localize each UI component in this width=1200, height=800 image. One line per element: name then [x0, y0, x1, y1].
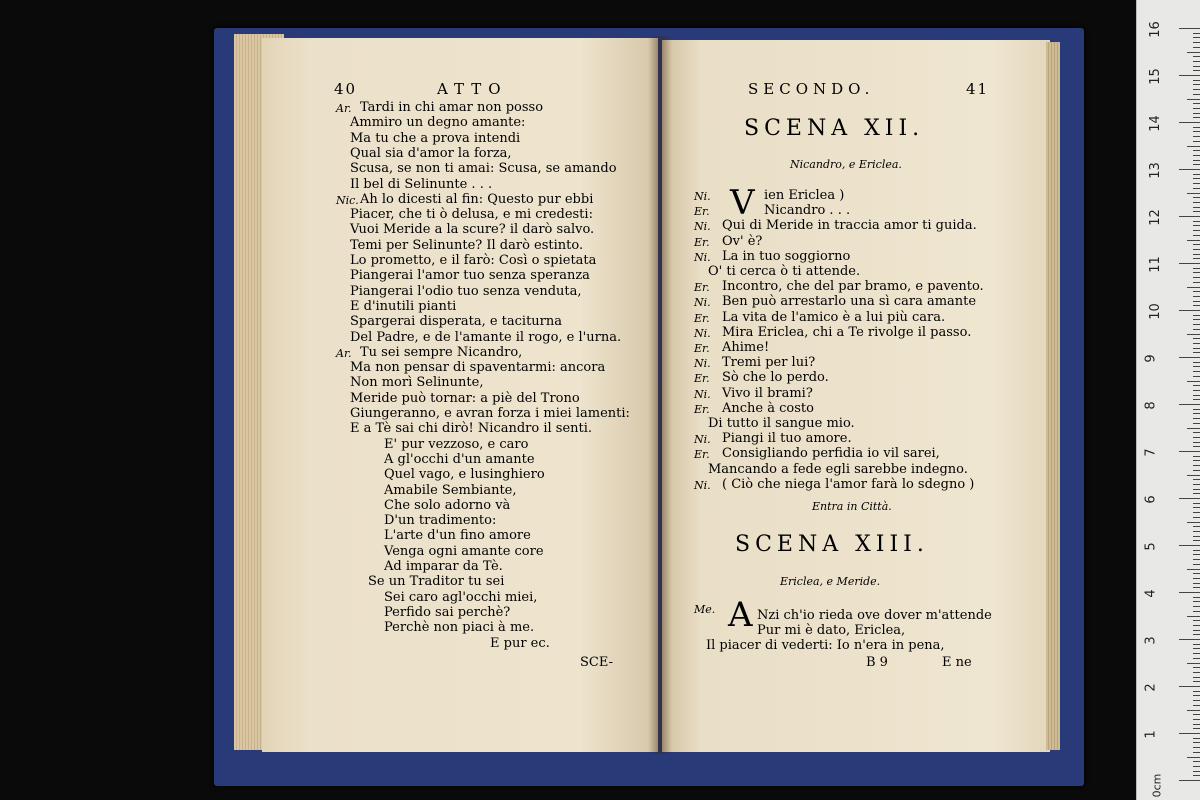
- ruler-tick: [1193, 305, 1200, 306]
- ruler-tick: [1193, 188, 1200, 189]
- ruler-tick: [1193, 526, 1200, 527]
- ruler-tick: [1179, 498, 1200, 499]
- scene-13-speaker: Me.: [694, 603, 716, 616]
- verse-line: L'arte d'un fino amore: [384, 528, 531, 544]
- ruler-unit: 0cm: [1150, 773, 1164, 798]
- ruler-tick: [1193, 507, 1200, 508]
- ruler-tick: [1193, 554, 1200, 555]
- ruler-tick: [1179, 122, 1200, 123]
- ruler-tick: [1193, 611, 1200, 612]
- verse-line: Giungeranno, e avran forza i miei lamenti:: [350, 406, 630, 421]
- ruler-tick: [1193, 70, 1200, 71]
- ruler-tick: [1193, 653, 1200, 654]
- drop-cap-v: V: [730, 183, 755, 223]
- ruler-number: 15: [1147, 68, 1163, 85]
- ruler-tick: [1193, 432, 1200, 433]
- dialogue-line: Sò che lo perdo.: [722, 370, 829, 386]
- ruler-number: 7: [1143, 448, 1159, 457]
- ruler-tick: [1187, 428, 1200, 429]
- ruler-tick: [1187, 616, 1200, 617]
- ruler-number: 3: [1143, 636, 1159, 645]
- scene-13-line-3: Il piacer di vederti: Io n'era in pena,: [706, 638, 945, 653]
- ruler-tick: [1179, 28, 1200, 29]
- ruler-tick: [1179, 263, 1200, 264]
- speaker-label: Nic.: [336, 193, 359, 207]
- ruler-tick: [1193, 282, 1200, 283]
- ruler-tick: [1193, 644, 1200, 645]
- ruler-tick: [1193, 559, 1200, 560]
- ruler-tick: [1193, 47, 1200, 48]
- verse-line: Ah lo dicesti al fin: Questo pur ebbi: [360, 191, 594, 207]
- ruler-tick: [1193, 766, 1200, 767]
- ruler-tick: [1193, 606, 1200, 607]
- dialogue-line: Mancando a fede egli sarebbe indegno.: [708, 461, 968, 477]
- stage-direction: Entra in Città.: [812, 500, 892, 513]
- speaker-label: Ni.: [694, 296, 711, 310]
- verse-line: Piangerai l'amor tuo senza speranza: [350, 268, 590, 284]
- ruler-tick: [1193, 564, 1200, 565]
- speaker-label: Ar.: [336, 102, 352, 115]
- ruler-tick: [1193, 178, 1200, 179]
- ruler-tick: [1193, 409, 1200, 410]
- ruler-tick: [1193, 366, 1200, 367]
- ruler-tick: [1193, 775, 1200, 776]
- ruler-tick: [1193, 597, 1200, 598]
- ruler-tick: [1193, 583, 1200, 584]
- verse-line: Amabile Sembiante,: [384, 482, 517, 498]
- ruler-tick: [1193, 37, 1200, 38]
- ruler-tick: [1187, 522, 1200, 523]
- ruler-tick: [1193, 517, 1200, 518]
- ruler-tick: [1193, 249, 1200, 250]
- verse-line: Piangerai l'odio tuo senza venduta,: [350, 283, 582, 299]
- dialogue-line: Ov' è?: [722, 233, 763, 249]
- speaker-label: Ni.: [694, 357, 711, 371]
- running-head-left: ATTO: [437, 80, 508, 98]
- ruler-tick: [1193, 80, 1200, 81]
- ruler-tick: [1193, 235, 1200, 236]
- ruler-tick: [1193, 376, 1200, 377]
- ruler-tick: [1187, 240, 1200, 241]
- ruler-tick: [1193, 244, 1200, 245]
- speaker-label: Ni.: [694, 250, 711, 264]
- signature-mark: B 9: [866, 655, 888, 670]
- ruler-tick: [1193, 211, 1200, 212]
- speaker-label: Ni.: [694, 433, 711, 447]
- ruler-tick: [1193, 221, 1200, 222]
- verse-line: Piacer, che ti ò delusa, e mi credesti:: [350, 207, 593, 223]
- ruler-tick: [1193, 277, 1200, 278]
- scene-12-title: SCENA XII.: [744, 116, 925, 141]
- scene-12-persons: Nicandro, e Ericlea.: [790, 158, 902, 171]
- ruler-tick: [1193, 352, 1200, 353]
- ruler-number: 14: [1147, 115, 1163, 132]
- verse-line: E d'inutili pianti: [350, 298, 457, 314]
- dialogue-line: O' ti cerca ò ti attende.: [708, 264, 861, 279]
- verse-line: Vuoi Meride a la scure? il darò salvo.: [350, 222, 595, 238]
- ruler-tick: [1187, 99, 1200, 100]
- drop-cap-a: A: [728, 595, 753, 635]
- ruler-tick: [1193, 437, 1200, 438]
- ruler-tick: [1193, 66, 1200, 67]
- ruler-tick: [1193, 667, 1200, 668]
- speaker-label: Ar.: [336, 346, 352, 360]
- verse-line: Lo prometto, e il farò: Così o spietata: [350, 253, 597, 268]
- ruler-tick: [1193, 484, 1200, 485]
- ruler-tick: [1193, 254, 1200, 255]
- ruler-tick: [1193, 230, 1200, 231]
- ruler-tick: [1193, 456, 1200, 457]
- verse-line: Tu sei sempre Nicandro,: [360, 344, 523, 360]
- running-head-right: SECONDO.: [748, 80, 875, 98]
- ruler-tick: [1193, 385, 1200, 386]
- speaker-label: Er.: [694, 402, 710, 416]
- ruler-tick: [1193, 752, 1200, 753]
- speaker-label: Ni.: [694, 387, 711, 401]
- ruler-tick: [1193, 634, 1200, 635]
- ruler-tick: [1193, 108, 1200, 109]
- verse-line: Tardi in chi amar non posso: [360, 100, 544, 115]
- ruler-tick: [1193, 113, 1200, 114]
- verse-line: A gl'occhi d'un amante: [384, 451, 535, 467]
- ruler-tick: [1193, 493, 1200, 494]
- ruler-tick: [1193, 742, 1200, 743]
- catchword-right: E ne: [942, 655, 972, 670]
- ruler-tick: [1193, 446, 1200, 447]
- dialogue-line: Anche à costo: [722, 400, 814, 416]
- ruler-tick: [1179, 639, 1200, 640]
- verse-line: Meride può tornar: a piè del Trono: [350, 390, 580, 406]
- ruler-tick: [1193, 695, 1200, 696]
- ruler-tick: [1193, 601, 1200, 602]
- ruler-number: 13: [1147, 162, 1163, 179]
- ruler-tick: [1193, 127, 1200, 128]
- verse-line: Se un Traditor tu sei: [368, 574, 505, 590]
- speaker-label: Er.: [694, 342, 710, 355]
- ruler-tick: [1193, 202, 1200, 203]
- dialogue-line: Incontro, che del par bramo, e pavento.: [722, 279, 984, 295]
- scene-13-persons: Ericlea, e Meride.: [780, 575, 881, 588]
- ruler-tick: [1193, 658, 1200, 659]
- ruler-number: 8: [1143, 401, 1159, 410]
- verse-line: E' pur vezzoso, e caro: [384, 436, 529, 452]
- speaker-label: Ni.: [694, 190, 711, 203]
- ruler-number: 12: [1147, 209, 1163, 226]
- ruler-tick: [1193, 103, 1200, 104]
- ruler-tick: [1193, 399, 1200, 400]
- ruler-tick: [1193, 578, 1200, 579]
- ruler-tick: [1193, 738, 1200, 739]
- ruler-tick: [1187, 381, 1200, 382]
- verse-line: Spargerai disperata, e taciturna: [350, 314, 563, 330]
- dialogue-line: ien Ericlea ): [764, 188, 845, 203]
- ruler-tick: [1193, 503, 1200, 504]
- ruler-tick: [1193, 42, 1200, 43]
- verse-line: Sei caro agl'occhi miei,: [384, 589, 538, 605]
- ruler-number: 4: [1143, 589, 1159, 598]
- ruler-tick: [1187, 475, 1200, 476]
- ruler-tick: [1193, 296, 1200, 297]
- speaker-label: Ni.: [694, 220, 711, 234]
- ruler-tick: [1193, 197, 1200, 198]
- ruler-tick: [1193, 470, 1200, 471]
- ruler-tick: [1193, 489, 1200, 490]
- ruler-tick: [1193, 301, 1200, 302]
- verse-line: Scusa, se non ti amai: Scusa, se amando: [350, 161, 617, 177]
- ruler-tick: [1179, 310, 1200, 311]
- ruler-tick: [1193, 160, 1200, 161]
- ruler-tick: [1193, 390, 1200, 391]
- ruler-tick: [1193, 84, 1200, 85]
- ruler-tick: [1193, 33, 1200, 34]
- ruler-tick: [1193, 117, 1200, 118]
- ruler-number: 1: [1143, 730, 1159, 739]
- ruler-tick: [1187, 334, 1200, 335]
- scene-13-line-2: Pur mi è dato, Ericlea,: [757, 623, 906, 638]
- ruler-tick: [1187, 663, 1200, 664]
- ruler-tick: [1193, 724, 1200, 725]
- ruler-tick: [1193, 550, 1200, 551]
- dialogue-line: ( Ciò che niega l'amor farà lo sdegno ): [722, 476, 975, 492]
- ruler-tick: [1193, 625, 1200, 626]
- dialogue-line: Tremi per lui?: [722, 355, 816, 371]
- speaker-label: Er.: [694, 311, 710, 325]
- ruler-tick: [1193, 714, 1200, 715]
- ruler-tick: [1193, 540, 1200, 541]
- ruler-tick: [1193, 573, 1200, 574]
- ruler-tick: [1179, 216, 1200, 217]
- measuring-ruler: [1136, 0, 1200, 800]
- ruler-tick: [1193, 479, 1200, 480]
- ruler-tick: [1193, 771, 1200, 772]
- ruler-tick: [1187, 146, 1200, 147]
- ruler-tick: [1193, 700, 1200, 701]
- ruler-number: 10: [1147, 303, 1163, 320]
- speaker-label: Er.: [694, 372, 710, 386]
- dialogue-line: Mira Ericlea, chi a Te rivolge il passo.: [722, 324, 972, 340]
- ruler-tick: [1187, 52, 1200, 53]
- ruler-tick: [1193, 691, 1200, 692]
- ruler-tick: [1193, 338, 1200, 339]
- scene-13-line-1: Nzi ch'io rieda ove dover m'attende: [757, 608, 992, 623]
- ruler-tick: [1193, 131, 1200, 132]
- ruler-tick: [1187, 193, 1200, 194]
- ruler-number: 11: [1147, 256, 1163, 273]
- verse-line: Non morì Selinunte,: [350, 375, 484, 391]
- dialogue-line: Ahime!: [722, 340, 770, 355]
- ruler-tick: [1193, 61, 1200, 62]
- speaker-label: Er.: [694, 205, 710, 219]
- ruler-tick: [1193, 207, 1200, 208]
- ruler-tick: [1179, 404, 1200, 405]
- ruler-tick: [1193, 465, 1200, 466]
- ruler-number: 16: [1147, 21, 1163, 38]
- verse-line: D'un tradimento:: [384, 513, 497, 529]
- ruler-tick: [1193, 329, 1200, 330]
- ruler-tick: [1193, 225, 1200, 226]
- ruler-tick: [1193, 681, 1200, 682]
- ruler-tick: [1193, 89, 1200, 90]
- ruler-tick: [1193, 423, 1200, 424]
- verse-line: Perfido sai perchè?: [384, 604, 511, 620]
- ruler-tick: [1193, 136, 1200, 137]
- ruler-number: 6: [1143, 495, 1159, 504]
- ruler-tick: [1193, 150, 1200, 151]
- verse-line: Quel vago, e lusinghiero: [384, 467, 545, 483]
- ruler-tick: [1179, 451, 1200, 452]
- page-edges-right: [1046, 42, 1060, 750]
- verse-line: Perchè non piaci à me.: [384, 620, 535, 636]
- ruler-number: 5: [1143, 542, 1159, 551]
- ruler-tick: [1193, 291, 1200, 292]
- dialogue-line: La vita de l'amico è a lui più cara.: [722, 309, 946, 325]
- verse-line: Venga ogni amante core: [384, 543, 544, 559]
- ruler-tick: [1179, 545, 1200, 546]
- gutter: [648, 36, 672, 754]
- speaker-label: Ni.: [694, 478, 711, 492]
- ruler-tick: [1193, 315, 1200, 316]
- ruler-tick: [1193, 343, 1200, 344]
- verse-line: Ma non pensar di spaventarmi: ancora: [350, 360, 606, 376]
- ruler-tick: [1187, 710, 1200, 711]
- ruler-tick: [1193, 141, 1200, 142]
- ruler-tick: [1193, 319, 1200, 320]
- ruler-tick: [1179, 780, 1200, 781]
- ruler-tick: [1179, 733, 1200, 734]
- dialogue-line: Di tutto il sangue mio.: [708, 416, 855, 431]
- ruler-tick: [1193, 413, 1200, 414]
- ruler-tick: [1187, 757, 1200, 758]
- dialogue-line: Nicandro . . .: [764, 203, 851, 219]
- ruler-tick: [1193, 587, 1200, 588]
- verse-line: E a Tè sai chi dirò! Nicandro il senti.: [350, 421, 593, 437]
- speaker-label: Er.: [694, 448, 710, 462]
- ruler-tick: [1193, 442, 1200, 443]
- ruler-tick: [1193, 418, 1200, 419]
- ruler-tick: [1193, 348, 1200, 349]
- ruler-tick: [1193, 164, 1200, 165]
- ruler-tick: [1193, 94, 1200, 95]
- ruler-tick: [1179, 686, 1200, 687]
- ruler-tick: [1193, 56, 1200, 57]
- ruler-tick: [1193, 747, 1200, 748]
- verse-line: Che solo adorno và: [384, 497, 511, 513]
- ruler-tick: [1193, 620, 1200, 621]
- ruler-tick: [1179, 592, 1200, 593]
- ruler-tick: [1193, 672, 1200, 673]
- ruler-number: 2: [1143, 683, 1159, 692]
- dialogue-line: Qui di Meride in traccia amor ti guida.: [722, 218, 977, 234]
- ruler-tick: [1193, 531, 1200, 532]
- speaker-label: Ni.: [694, 326, 711, 340]
- ruler-tick: [1193, 648, 1200, 649]
- verse-line: E pur ec.: [490, 635, 550, 651]
- verse-line: Del Padre, e de l'amante il rogo, e l'urna.: [350, 329, 622, 345]
- ruler-tick: [1193, 630, 1200, 631]
- ruler-tick: [1193, 272, 1200, 273]
- catchword-left: SCE-: [580, 655, 613, 670]
- scene-13-title: SCENA XIII.: [735, 532, 929, 557]
- ruler-tick: [1193, 512, 1200, 513]
- dialogue-line: La in tuo soggiorno: [722, 248, 851, 264]
- ruler-tick: [1193, 362, 1200, 363]
- verse-line: Qual sia d'amor la forza,: [350, 145, 512, 161]
- ruler-tick: [1193, 155, 1200, 156]
- ruler-tick: [1193, 719, 1200, 720]
- ruler-tick: [1193, 728, 1200, 729]
- page-number-right: 41: [966, 80, 990, 98]
- ruler-tick: [1187, 287, 1200, 288]
- ruler-tick: [1193, 324, 1200, 325]
- ruler-tick: [1179, 75, 1200, 76]
- ruler-tick: [1193, 258, 1200, 259]
- ruler-tick: [1193, 174, 1200, 175]
- dialogue-line: Consigliando perfidia io vil sarei,: [722, 446, 940, 462]
- ruler-tick: [1193, 268, 1200, 269]
- ruler-tick: [1187, 569, 1200, 570]
- ruler-number: 9: [1143, 354, 1159, 363]
- verse-line: Ma tu che a prova intendi: [350, 130, 521, 146]
- speaker-label: Er.: [694, 235, 710, 249]
- dialogue-line: Piangi il tuo amore.: [722, 431, 852, 447]
- ruler-tick: [1193, 371, 1200, 372]
- ruler-tick: [1179, 357, 1200, 358]
- verse-line: Ammiro un degno amante:: [350, 115, 526, 131]
- dialogue-line: Vivo il brami?: [722, 385, 813, 401]
- ruler-tick: [1193, 705, 1200, 706]
- ruler-tick: [1193, 183, 1200, 184]
- ruler-tick: [1193, 677, 1200, 678]
- ruler-tick: [1193, 536, 1200, 537]
- speaker-label: Er.: [694, 281, 710, 295]
- verse-line: Il bel di Selinunte . . .: [350, 176, 493, 192]
- ruler-tick: [1179, 169, 1200, 170]
- page-number-left: 40: [334, 80, 358, 98]
- ruler-tick: [1193, 395, 1200, 396]
- ruler-tick: [1193, 761, 1200, 762]
- verse-line: Temi per Selinunte? Il darò estinto.: [350, 237, 584, 253]
- dialogue-line: Ben può arrestarlo una sì cara amante: [722, 294, 977, 310]
- ruler-tick: [1193, 460, 1200, 461]
- verse-line: Ad imparar da Tè.: [384, 559, 503, 574]
